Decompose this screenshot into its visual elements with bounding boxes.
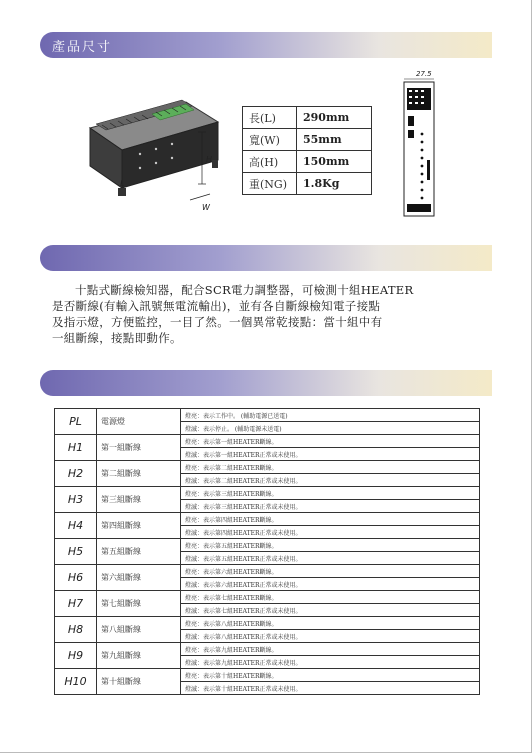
indicator-name: 第八組斷線 xyxy=(97,617,181,643)
indicator-code: H8 xyxy=(55,617,97,643)
indicator-code: H3 xyxy=(55,487,97,513)
indicator-row xyxy=(55,617,480,630)
indicator-code: H1 xyxy=(55,435,97,461)
description-line: 是否斷線(有輸入訊號無電流輸出)，並有各自斷線檢知電子接點 xyxy=(52,299,381,313)
section-title-product-size: 產品尺寸 xyxy=(52,40,113,55)
indicator-name: 第二組斷線 xyxy=(97,461,181,487)
indicator-code: H4 xyxy=(55,513,97,539)
indicator-code: PL xyxy=(55,409,97,435)
spec-row xyxy=(243,151,372,173)
section-banner-product-size xyxy=(40,32,492,58)
spec-label: 高(H) xyxy=(243,151,297,173)
description-paragraph xyxy=(52,282,442,346)
dim-label-h: H xyxy=(206,155,213,164)
indicator-off-desc: 燈滅：表示第五組HEATER正常或未使用。 xyxy=(181,552,480,565)
indicator-name: 第七組斷線 xyxy=(97,591,181,617)
indicator-on-desc: 燈亮：表示第十組HEATER斷線。 xyxy=(181,669,480,682)
front-view-drawing xyxy=(394,70,444,218)
indicator-off-desc: 燈滅：表示第一組HEATER正常或未使用。 xyxy=(181,448,480,461)
description-line: 一組斷線，接點即動作。 xyxy=(52,331,182,345)
indicator-off-desc: 燈滅：表示第二組HEATER正常或未使用。 xyxy=(181,474,480,487)
indicator-row xyxy=(55,643,480,656)
indicator-row xyxy=(55,513,480,526)
indicator-row xyxy=(55,487,480,500)
dim-label-side-width: 27.5 xyxy=(416,70,432,78)
dim-label-l: L xyxy=(120,179,125,188)
indicator-code: H2 xyxy=(55,461,97,487)
indicator-off-desc: 燈滅：表示第九組HEATER正常或未使用。 xyxy=(181,656,480,669)
indicator-row xyxy=(55,591,480,604)
indicator-off-desc: 燈滅：表示第十組HEATER正常或未使用。 xyxy=(181,682,480,695)
indicator-off-desc: 燈滅：表示第三組HEATER正常或未使用。 xyxy=(181,500,480,513)
indicator-on-desc: 燈亮：表示第七組HEATER斷線。 xyxy=(181,591,480,604)
spec-value: 1.8Kg xyxy=(297,173,372,195)
indicator-code: H10 xyxy=(55,669,97,695)
indicator-row xyxy=(55,461,480,474)
spec-value: 150mm xyxy=(297,151,372,173)
indicator-on-desc: 燈亮：表示第六組HEATER斷線。 xyxy=(181,565,480,578)
section-banner-description xyxy=(40,245,492,271)
indicator-name: 第九組斷線 xyxy=(97,643,181,669)
indicator-row xyxy=(55,565,480,578)
dimension-markers xyxy=(82,88,222,214)
indicator-code: H9 xyxy=(55,643,97,669)
spec-row xyxy=(243,173,372,195)
spec-row xyxy=(243,107,372,129)
indicator-row xyxy=(55,669,480,682)
spec-row xyxy=(243,129,372,151)
spec-value: 55mm xyxy=(297,129,372,151)
spec-label: 寬(W) xyxy=(243,129,297,151)
indicator-off-desc: 燈滅：表示停止。 (輔助電源未送電) xyxy=(181,422,480,435)
description-line: 及指示燈，方便監控，一目了然。一個異常乾接點：當十組中有 xyxy=(52,315,383,329)
indicator-on-desc: 燈亮：表示第五組HEATER斷線。 xyxy=(181,539,480,552)
spec-table xyxy=(242,106,372,195)
indicator-name: 第五組斷線 xyxy=(97,539,181,565)
indicator-row xyxy=(55,435,480,448)
indicator-on-desc: 燈亮：表示第八組HEATER斷線。 xyxy=(181,617,480,630)
spec-label: 長(L) xyxy=(243,107,297,129)
spec-label: 重(NG) xyxy=(243,173,297,195)
indicator-name: 第一組斷線 xyxy=(97,435,181,461)
indicator-on-desc: 燈亮：表示第一組HEATER斷線。 xyxy=(181,435,480,448)
description-line: 十點式斷線檢知器，配合SCR電力調整器，可檢測十組HEATER xyxy=(75,283,414,297)
section-banner-indicators xyxy=(40,370,492,396)
spec-value: 290mm xyxy=(297,107,372,129)
indicator-name: 電源燈 xyxy=(97,409,181,435)
indicator-off-desc: 燈滅：表示第六組HEATER正常或未使用。 xyxy=(181,578,480,591)
indicator-on-desc: 燈亮：表示第三組HEATER斷線。 xyxy=(181,487,480,500)
indicator-name: 第四組斷線 xyxy=(97,513,181,539)
indicator-table xyxy=(54,408,480,695)
indicator-code: H7 xyxy=(55,591,97,617)
indicator-off-desc: 燈滅：表示第八組HEATER正常或未使用。 xyxy=(181,630,480,643)
indicator-name: 第三組斷線 xyxy=(97,487,181,513)
indicator-name: 第十組斷線 xyxy=(97,669,181,695)
indicator-on-desc: 燈亮：表示第九組HEATER斷線。 xyxy=(181,643,480,656)
indicator-on-desc: 燈亮：表示第四組HEATER斷線。 xyxy=(181,513,480,526)
indicator-code: H5 xyxy=(55,539,97,565)
indicator-name: 第六組斷線 xyxy=(97,565,181,591)
indicator-code: H6 xyxy=(55,565,97,591)
dim-label-w: W xyxy=(202,203,210,212)
indicator-on-desc: 燈亮：表示第二組HEATER斷線。 xyxy=(181,461,480,474)
indicator-off-desc: 燈滅：表示第七組HEATER正常或未使用。 xyxy=(181,604,480,617)
indicator-off-desc: 燈滅：表示第四組HEATER正常或未使用。 xyxy=(181,526,480,539)
indicator-row xyxy=(55,539,480,552)
indicator-row xyxy=(55,409,480,422)
indicator-on-desc: 燈亮：表示工作中。 (輔助電源已送電) xyxy=(181,409,480,422)
